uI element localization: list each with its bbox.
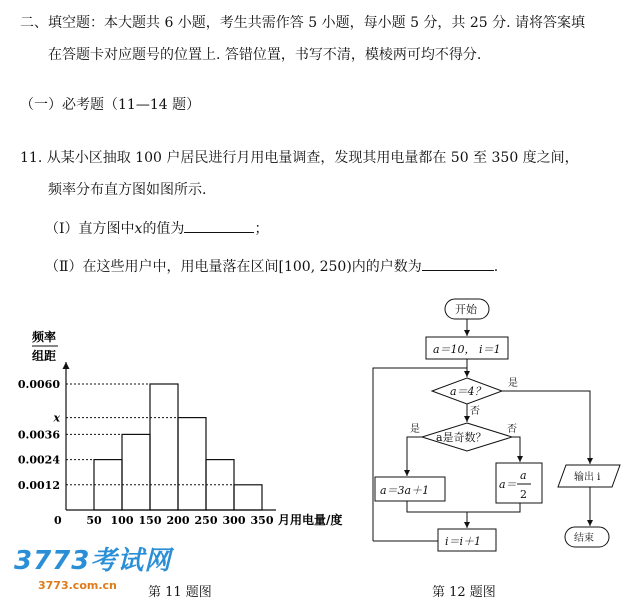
part1-answer-blank — [184, 220, 254, 233]
cond1-node — [432, 378, 502, 404]
edge-loop-back — [373, 368, 467, 541]
x-tick-label-150: 150 — [138, 514, 162, 527]
y-axis-label-top: 频率 — [32, 330, 57, 344]
cond2-label: a是奇数？ — [436, 431, 487, 444]
part1-suffix: 的值为 — [142, 221, 185, 237]
assign-even-prefix: a＝ — [499, 478, 517, 491]
y-tick-label-1: 0.0024 — [17, 453, 60, 467]
part2-interval: [100, 250) — [278, 259, 352, 275]
part2-answer-blank — [422, 258, 494, 271]
histogram-bar-200-250 — [178, 418, 206, 510]
y-tick-label-3: x — [53, 411, 60, 425]
histogram-bar-50-100 — [94, 460, 122, 510]
y-tick-label-2: 0.0036 — [17, 428, 60, 442]
cond1-label: a＝4？ — [450, 385, 486, 398]
histogram-bar-100-150 — [122, 434, 150, 510]
x-tick-label-200: 200 — [166, 514, 190, 527]
cond2-yes-label: 是 — [410, 424, 420, 435]
part2-prefix: （Ⅱ）在这些用户中，用电量落在区间 — [45, 259, 279, 275]
origin-label: 0 — [54, 514, 62, 527]
x-tick-label-300: 300 — [222, 514, 246, 527]
edge-cond2-no — [512, 437, 520, 462]
part2-end: . — [493, 259, 499, 275]
output-node — [558, 465, 620, 487]
assign-odd-node — [375, 477, 445, 501]
edge-cond1-yes — [502, 391, 590, 464]
part2-suffix: 内的户数为 — [351, 259, 422, 275]
assign-even-denominator: 2 — [520, 488, 527, 501]
cond2-node — [422, 423, 512, 451]
output-label: 输出 i — [574, 472, 601, 483]
edge-cond2-yes — [407, 437, 422, 476]
init-node — [426, 337, 508, 359]
part1-variable: x — [134, 221, 143, 237]
x-tick-label-50: 50 — [86, 514, 102, 527]
assign-odd-label: a＝3a＋1 — [380, 484, 430, 497]
question-part-1 — [45, 220, 268, 237]
histogram-bar-300-350 — [234, 485, 262, 510]
edge-merge — [407, 501, 520, 512]
figure-12-caption: 第 12 题图 — [432, 585, 496, 600]
y-tick-label-0: 0.0012 — [17, 478, 60, 492]
increment-node — [438, 529, 496, 551]
start-node — [445, 299, 489, 319]
x-tick-label-250: 250 — [194, 514, 218, 527]
end-node — [565, 527, 609, 547]
x-tick-label-350: 350 — [250, 514, 274, 527]
section-subheading: （一）必考题（11—14 题） — [20, 97, 201, 113]
x-axis-label: 月用电量/度 — [278, 513, 343, 527]
watermark-logo: 3773考试网 — [14, 546, 172, 576]
start-label: 开始 — [455, 303, 477, 316]
watermark-url: 3773.com.cn — [38, 579, 117, 592]
histogram-bar-150-200 — [150, 384, 178, 510]
x-tick-label-100: 100 — [110, 514, 134, 527]
init-label: a＝10， i＝1 — [433, 343, 501, 356]
section-line-1: 二、填空题：本大题共 6 小题，考生共需作答 5 小题，每小题 5 分，共 25 分. 请将答案填 — [20, 15, 586, 31]
question-part-2 — [45, 258, 498, 275]
figure-11-caption: 第 11 题图 — [148, 585, 212, 600]
y-tick-label-4: 0.0060 — [17, 378, 60, 391]
section-line-2: 在答题卡对应题号的位置上. 答错位置，书写不清，模棱两可均不得分. — [48, 47, 482, 63]
increment-label: i＝i＋1 — [445, 535, 482, 548]
y-axis-label-bottom: 组距 — [32, 349, 57, 363]
cond1-yes-label: 是 — [508, 378, 518, 389]
end-label: 结束 — [574, 533, 594, 544]
histogram-bar-250-300 — [206, 460, 234, 510]
cond1-no-label: 否 — [470, 406, 480, 417]
assign-even-node — [496, 463, 542, 503]
cond2-no-label: 否 — [507, 424, 517, 435]
part1-prefix: （Ⅰ）直方图中 — [45, 221, 135, 237]
question-line-1: 11. 从某小区抽取 100 户居民进行月用电量调查，发现其用电量都在 50 至 350 度之间， — [20, 150, 579, 166]
part1-end: ； — [254, 221, 269, 237]
question-line-2: 频率分布直方图如图所示. — [48, 182, 207, 198]
assign-even-numerator: a — [520, 469, 527, 482]
